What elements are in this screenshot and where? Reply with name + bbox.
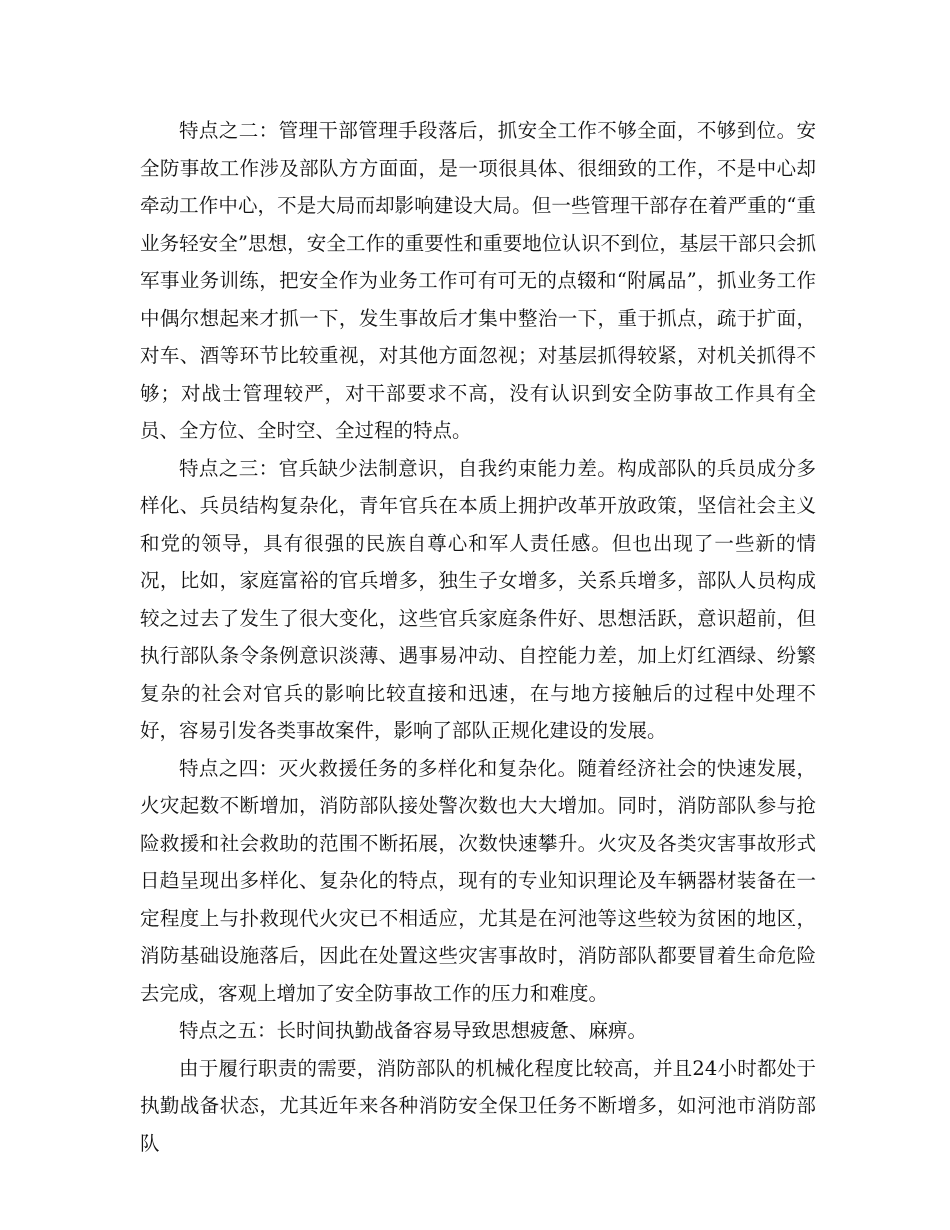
document-body — [140, 112, 816, 1162]
paragraph-feature-five-body: 由于履行职责的需要，消防部队的机械化程度比较高，并且24小时都处于执勤战备状态，尤其近年来各种消防安全保卫任务不断增多，如河池市消防部队 — [140, 1056, 816, 1155]
paragraph-feature-two: 特点之二：管理干部管理手段落后，抓安全工作不够全面，不够到位。安全防事故工作涉及部队方方面面，是一项很具体、很细致的工作，不是中心却牵动工作中心，不是大局而却影响建设大局。但一些管理干部存在着严重的“重业务轻安全”思想，安全工作的重要性和重要地位认识不到位，基层干部只会抓军事业务训练，把安全作为业务工作可有可无的点辍和“附属品”，抓业务工作中偶尔想起来才抓一下，发生事故后才集中整治一下，重于抓点，疏于扩面，对车、酒等环节比较重视，对其他方面忽视；对基层抓得较紧，对机关抓得不够；对战士管理较严，对干部要求不高，没有认识到安全防事故工作具有全员、全方位、全时空、全过程的特点。 — [140, 119, 816, 442]
paragraph-feature-four: 特点之四：灭火救援任务的多样化和复杂化。随着经济社会的快速发展，火灾起数不断增加，消防部队接处警次数也大大增加。同时，消防部队参与抢险救援和社会救助的范围不断拓展，次数快速攀升。火灾及各类灾害事故形式日趋呈现出多样化、复杂化的特点，现有的专业知识理论及车辆器材装备在一定程度上与扑救现代火灾已不相适应，尤其是在河池等这些较为贫困的地区，消防基础设施落后，因此在处置这些灾害事故时，消防部队都要冒着生命危险去完成，客观上增加了安全防事故工作的压力和难度。 — [140, 756, 816, 1005]
paragraph-feature-five-heading: 特点之五：长时间执勤战备容易导致思想疲惫、麻痹。 — [179, 1019, 648, 1042]
paragraph-feature-three: 特点之三：官兵缺少法制意识，自我约束能力差。构成部队的兵员成分多样化、兵员结构复杂化，青年官兵在本质上拥护改革开放政策，坚信社会主义和党的领导，具有很强的民族自尊心和军人责任感。但也出现了一些新的情况，比如，家庭富裕的官兵增多，独生子女增多，关系兵增多，部队人员构成较之过去了发生了很大变化，这些官兵家庭条件好、思想活跃，意识超前，但执行部队条令条例意识淡薄、遇事易冲动、自控能力差，加上灯红酒绿、纷繁复杂的社会对官兵的影响比较直接和迅速，在与地方接触后的过程中处理不好，容易引发各类事故案件，影响了部队正规化建设的发展。 — [140, 456, 816, 742]
